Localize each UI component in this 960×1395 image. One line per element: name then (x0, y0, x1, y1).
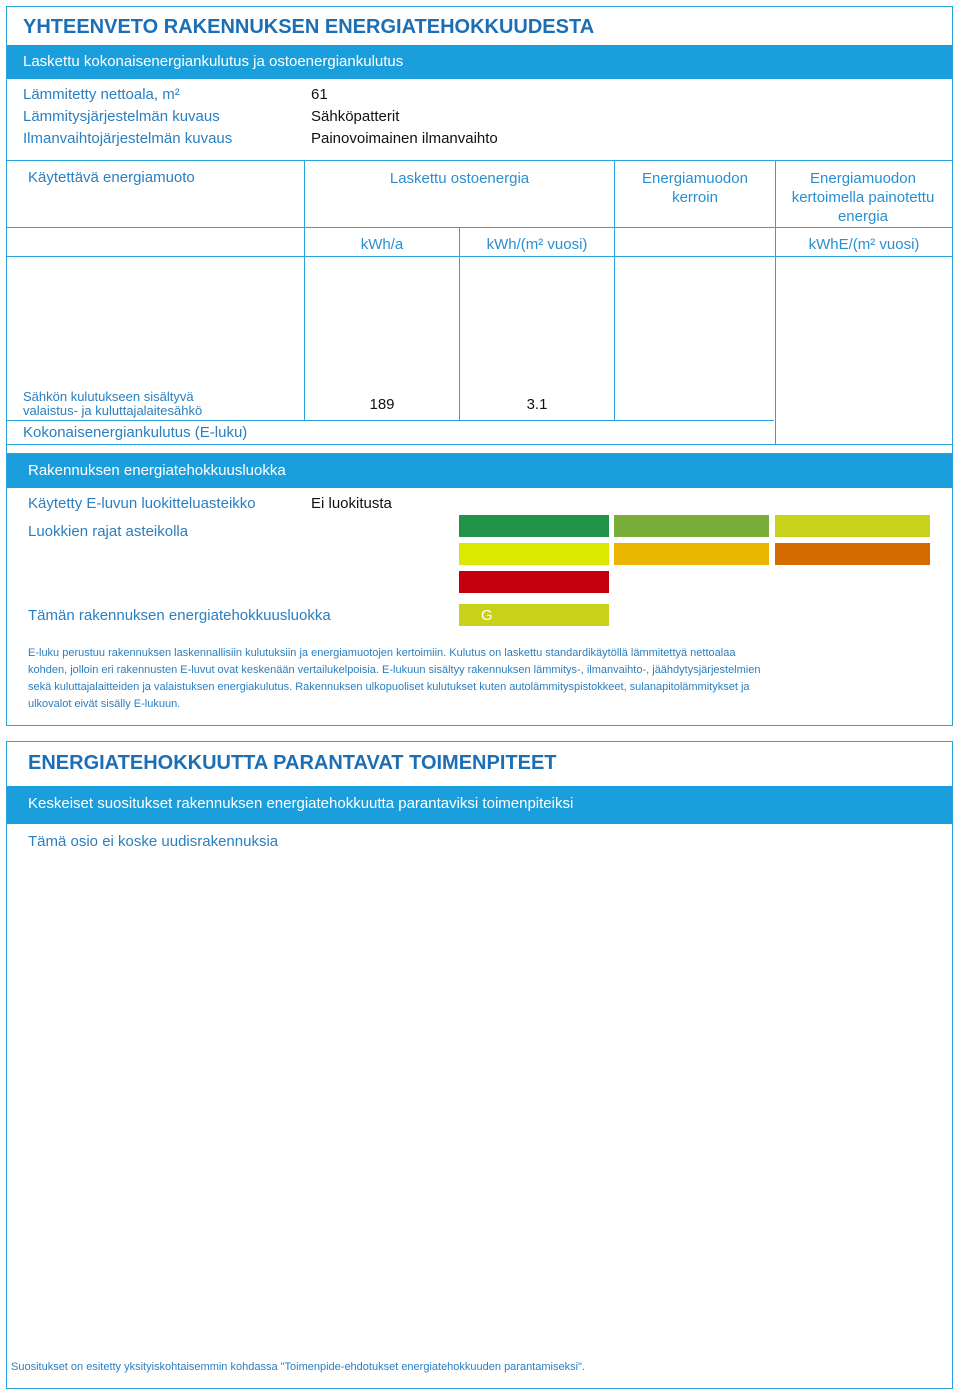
scale-value: Ei luokitusta (311, 495, 392, 512)
measures-note: Tämä osio ei koske uudisrakennuksia (28, 833, 279, 850)
note-line-3: sekä kuluttajalaitteiden ja valaistuksen energiakulutus. Rakennuksen ulkopuoliset kulutukset kuten autolämmityspistokkeet, sulanapitolämmitykset ja (28, 681, 750, 693)
measures-footer: Suositukset on esitetty yksityiskohtaisemmin kohdassa "Toimenpide-ehdotukset energiatehokkuuden parantamiseksi". (11, 1361, 586, 1373)
info-value-area: 61 (311, 86, 328, 103)
this-class-label: Tämän rakennuksen energiatehokkuusluokka (28, 607, 331, 624)
summary-title: YHTEENVETO RAKENNUKSEN ENERGIATEHOKKUUDESTA (23, 16, 595, 38)
class-swatch-3 (775, 515, 930, 537)
header-energy-form: Käytettävä energiamuoto (28, 169, 195, 186)
note-line-2: kohden, jolloin eri rakennusten E-luvut ovat keskenään vertailukelpoisia. E-lukuun sisältyy rakennuksen lämmitys-, ilmanvaihto-, jäähdytysjärjestelmien (28, 664, 761, 676)
class-swatch-2 (614, 515, 769, 537)
class-swatch-6 (775, 543, 930, 565)
this-class-value: G (481, 607, 493, 624)
table-units-top-line (7, 227, 952, 228)
table-total-bottom-line (7, 444, 952, 445)
info-label-heating: Lämmitysjärjestelmän kuvaus (23, 108, 220, 125)
electricity-kwh-m2-value: 3.1 (526, 396, 548, 413)
table-units-bottom-line (7, 256, 952, 257)
info-label-ventilation: Ilmanvaihtojärjestelmän kuvaus (23, 130, 233, 147)
unit-kwhe-per-m2: kWhE/(m² vuosi) (808, 236, 920, 253)
table-top-line (7, 160, 952, 161)
class-bar-label: Rakennuksen energiatehokkuusluokka (28, 462, 286, 479)
table-col-line-3 (614, 160, 615, 420)
summary-subtitle: Laskettu kokonaisenergiankulutus ja ostoenergiankulutus (23, 53, 404, 70)
header-purchased-energy: Laskettu ostoenergia (389, 170, 530, 187)
measures-title: ENERGIATEHOKKUUTTA PARANTAVAT TOIMENPITEET (28, 752, 557, 774)
total-energy-label: Kokonaisenergiankulutus (E-luku) (23, 424, 248, 441)
class-swatch-7 (459, 571, 609, 593)
info-value-ventilation: Painovoimainen ilmanvaihto (311, 130, 498, 147)
class-swatch-1 (459, 515, 609, 537)
this-class-swatch (459, 604, 609, 626)
class-swatch-4 (459, 543, 609, 565)
table-col-line-2 (459, 227, 460, 420)
e-value-note (28, 645, 928, 713)
limits-label: Luokkien rajat asteikolla (28, 523, 189, 540)
info-label-area: Lämmitetty nettoala, m² (23, 86, 180, 103)
note-line-4: ulkovalot eivät sisälly E-lukuun. (28, 698, 181, 710)
table-col-line-4 (775, 160, 776, 444)
summary-subtitle-bar (7, 45, 952, 79)
note-line-1: E-luku perustuu rakennuksen laskennallisiin kulutuksiin ja energiamuotojen kertoimiin. Kulutus on laskettu standardikäytöllä lämmitettyä nettoalaa (28, 647, 736, 659)
class-swatch-5 (614, 543, 769, 565)
scale-label: Käytetty E-luvun luokitteluasteikko (28, 495, 256, 512)
header-weighted-energy: Energiamuodon kertoimella painotettu energia (791, 170, 935, 225)
header-energy-factor: Energiamuodon kerroin (642, 170, 748, 206)
electricity-kwh-value: 189 (369, 396, 395, 413)
measures-subtitle: Keskeiset suositukset rakennuksen energiatehokkuutta parantaviksi toimenpiteiksi (28, 795, 574, 812)
unit-kwh-per-year: kWh/a (360, 236, 404, 253)
table-row-bottom-line (7, 420, 774, 421)
info-value-heating: Sähköpatterit (311, 108, 400, 125)
measures-subtitle-bar (7, 786, 952, 824)
table-col-line-1 (304, 160, 305, 420)
electricity-row-label: Sähkön kulutukseen sisältyvä valaistus- ja kuluttajalaitesähkö (23, 389, 203, 418)
unit-kwh-per-m2: kWh/(m² vuosi) (486, 236, 588, 253)
class-bar (7, 454, 952, 488)
